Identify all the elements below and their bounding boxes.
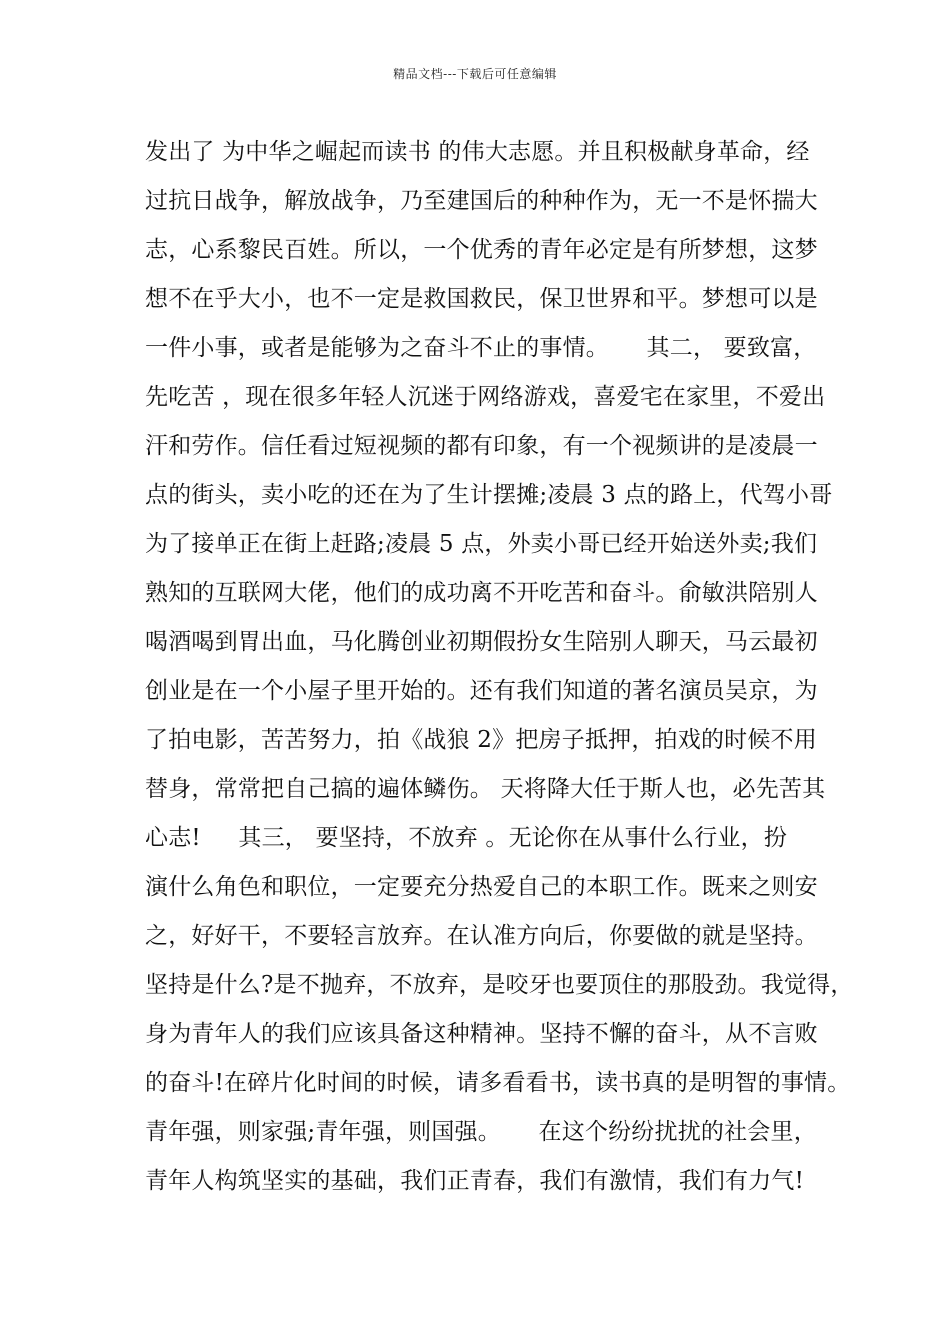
text-line: 青年强，则家强;青年强，则国强。 在这个纷纷扰扰的社会里， [145, 1119, 817, 1145]
text-line: 心志! 其三， 要坚持，不放弃 。无论你在从事什么行业，扮 [145, 825, 788, 851]
text-line: 青年人构筑坚实的基础，我们正青春，我们有激情，我们有力气! [145, 1168, 805, 1194]
text-line: 演什么角色和职位，一定要充分热爱自己的本职工作。既来之则安 [145, 874, 818, 900]
text-line: 了拍电影，苦苦努力，拍《战狼 2》把房子抵押，拍戏的时候不用 [145, 727, 817, 753]
document-body [145, 128, 854, 1206]
text-line: 喝酒喝到胃出血，马化腾创业初期假扮女生陪别人聊天，马云最初 [145, 629, 818, 655]
text-line: 坚持是什么?是不抛弃，不放弃，是咬牙也要顶住的那股劲。我觉得， [145, 972, 854, 998]
text-line: 之，好好干，不要轻言放弃。在认准方向后，你要做的就是坚持。 [145, 923, 818, 949]
text-line: 志，心系黎民百姓。所以，一个优秀的青年必定是有所梦想，这梦 [145, 237, 818, 263]
text-line: 创业是在一个小屋子里开始的。还有我们知道的著名演员吴京，为 [145, 678, 818, 704]
text-line: 一件小事，或者是能够为之奋斗不止的事情。 其二， 要致富， [145, 335, 817, 361]
text-line: 点的街头，卖小吃的还在为了生计摆摊;凌晨 3 点的路上，代驾小哥 [145, 482, 833, 508]
text-line: 为了接单正在街上赶路;凌晨 5 点，外卖小哥已经开始送外卖;我们 [145, 531, 818, 557]
text-line: 熟知的互联网大佬，他们的成功离不开吃苦和奋斗。俞敏洪陪别人 [145, 580, 818, 606]
text-line: 想不在乎大小，也不一定是救国救民，保卫世界和平。梦想可以是 [145, 286, 818, 312]
text-line: 先吃苦 ，现在很多年轻人沉迷于网络游戏，喜爱宅在家里，不爱出 [145, 384, 826, 410]
page-header: 精品文档---下载后可任意编辑 [393, 67, 557, 81]
text-line: 身为青年人的我们应该具备这种精神。坚持不懈的奋斗，从不言败 [145, 1021, 818, 1047]
text-line: 替身，常常把自己搞的遍体鳞伤。 天将降大任于斯人也，必先苦其 [145, 776, 826, 802]
text-line: 的奋斗!在碎片化时间的时候，请多看看书，读书真的是明智的事情。 [145, 1070, 851, 1096]
text-line: 过抗日战争，解放战争，乃至建国后的种种作为，无一不是怀揣大 [145, 188, 818, 214]
text-line: 汗和劳作。信任看过短视频的都有印象，有一个视频讲的是凌晨一 [145, 433, 818, 459]
text-line: 发出了 为中华之崛起而读书 的伟大志愿。并且积极献身革命，经 [145, 139, 810, 165]
